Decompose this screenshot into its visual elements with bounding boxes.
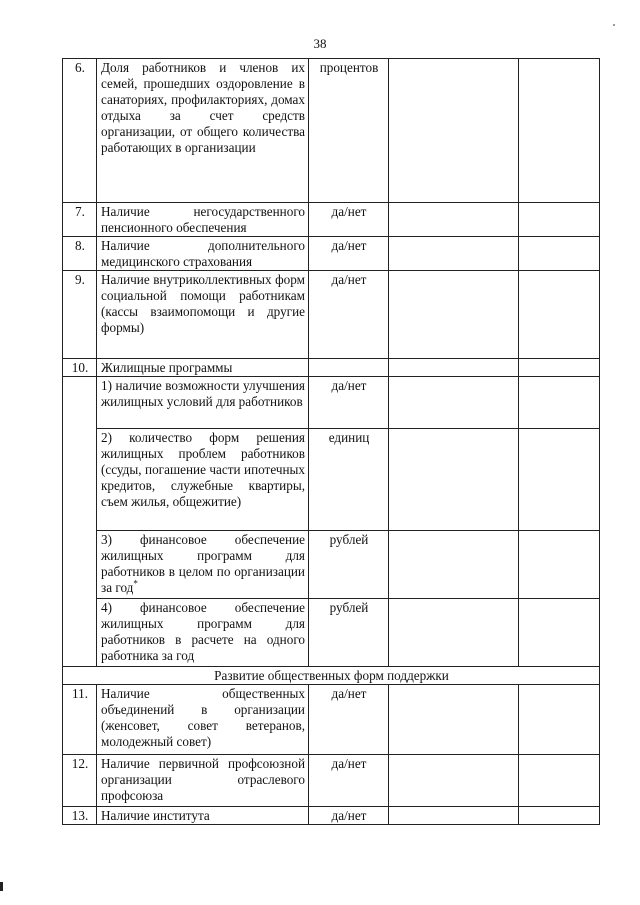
empty-cell xyxy=(389,377,519,429)
table-row xyxy=(63,531,600,599)
footnote-mark: * xyxy=(133,578,138,589)
empty-cell xyxy=(389,59,519,203)
empty-cell xyxy=(519,429,600,531)
row-unit: процентов xyxy=(309,59,389,203)
empty-cell xyxy=(389,237,519,271)
row-unit: да/нет xyxy=(309,237,389,271)
row-unit: да/нет xyxy=(309,685,389,755)
empty-cell xyxy=(389,531,519,599)
table-row xyxy=(63,377,600,429)
empty-cell xyxy=(389,755,519,807)
empty-cell xyxy=(519,599,600,667)
empty-cell xyxy=(519,271,600,359)
row-description: Наличие негосударственного пенсионного обеспечения xyxy=(97,203,309,237)
row-description: 4) финансовое обеспечение жилищных программ для работников в расчете на одного работника за год xyxy=(97,599,309,667)
table-row xyxy=(63,59,600,203)
table-row xyxy=(63,429,600,531)
empty-cell xyxy=(519,531,600,599)
row-number: 8. xyxy=(63,237,97,271)
row-description: Жилищные программы xyxy=(97,359,309,377)
table-row xyxy=(63,685,600,755)
row-unit xyxy=(309,359,389,377)
table-row xyxy=(63,271,600,359)
row-description: 1) наличие возможности улучшения жилищных условий для работников xyxy=(97,377,309,429)
empty-cell xyxy=(519,377,600,429)
row-unit: да/нет xyxy=(309,203,389,237)
empty-cell xyxy=(519,807,600,825)
empty-cell xyxy=(519,237,600,271)
row-number: 11. xyxy=(63,685,97,755)
empty-cell xyxy=(389,271,519,359)
row-unit: да/нет xyxy=(309,807,389,825)
page-number: 38 xyxy=(313,36,327,51)
empty-cell xyxy=(389,807,519,825)
row-number: 10. xyxy=(63,359,97,377)
section-heading-row xyxy=(63,667,600,685)
empty-cell xyxy=(519,755,600,807)
row-unit: рублей xyxy=(309,531,389,599)
row-unit: рублей xyxy=(309,599,389,667)
row-description: Наличие внутриколлективных форм социальной помощи работникам (кассы взаимопомощи и другие формы) xyxy=(97,271,309,359)
row-unit: да/нет xyxy=(309,755,389,807)
table-row xyxy=(63,807,600,825)
empty-cell xyxy=(519,359,600,377)
row-description: Доля работников и членов их семей, прошедших оздоровление в санаториях, профилакториях, домах отдыха за счет средств организации, от общего количества работающих в организации xyxy=(97,59,309,203)
indicators-table xyxy=(62,58,600,825)
row-description: Наличие общественных объединений в организации (женсовет, совет ветеранов, молодежный совет) xyxy=(97,685,309,755)
row-unit: да/нет xyxy=(309,271,389,359)
table-row xyxy=(63,237,600,271)
empty-cell xyxy=(389,359,519,377)
empty-number-cell xyxy=(63,377,97,667)
empty-cell xyxy=(389,599,519,667)
row-number: 6. xyxy=(63,59,97,203)
scan-speck xyxy=(613,24,615,26)
table-row xyxy=(63,359,600,377)
empty-cell xyxy=(389,429,519,531)
row-number: 9. xyxy=(63,271,97,359)
scan-margin-mark xyxy=(0,882,3,891)
row-unit: да/нет xyxy=(309,377,389,429)
row-number: 13. xyxy=(63,807,97,825)
row-unit: единиц xyxy=(309,429,389,531)
row-description-text: 3) финансовое обеспечение жилищных программ для работников в целом по организации за год xyxy=(101,532,305,595)
table-row xyxy=(63,599,600,667)
row-description: Наличие института xyxy=(97,807,309,825)
empty-cell xyxy=(519,685,600,755)
table-row xyxy=(63,755,600,807)
row-description: 2) количество форм решения жилищных проблем работников (ссуды, погашение части ипотечных кредитов, служебные квартиры, съем жилья, общежитие) xyxy=(97,429,309,531)
empty-cell xyxy=(519,59,600,203)
table-row xyxy=(63,203,600,237)
section-heading: Развитие общественных форм поддержки xyxy=(63,667,600,685)
empty-cell xyxy=(389,685,519,755)
row-description: Наличие первичной профсоюзной организации отраслевого профсоюза xyxy=(97,755,309,807)
empty-cell xyxy=(519,203,600,237)
row-description: Наличие дополнительного медицинского страхования xyxy=(97,237,309,271)
row-description xyxy=(97,531,309,599)
row-number: 12. xyxy=(63,755,97,807)
empty-cell xyxy=(389,203,519,237)
row-number: 7. xyxy=(63,203,97,237)
